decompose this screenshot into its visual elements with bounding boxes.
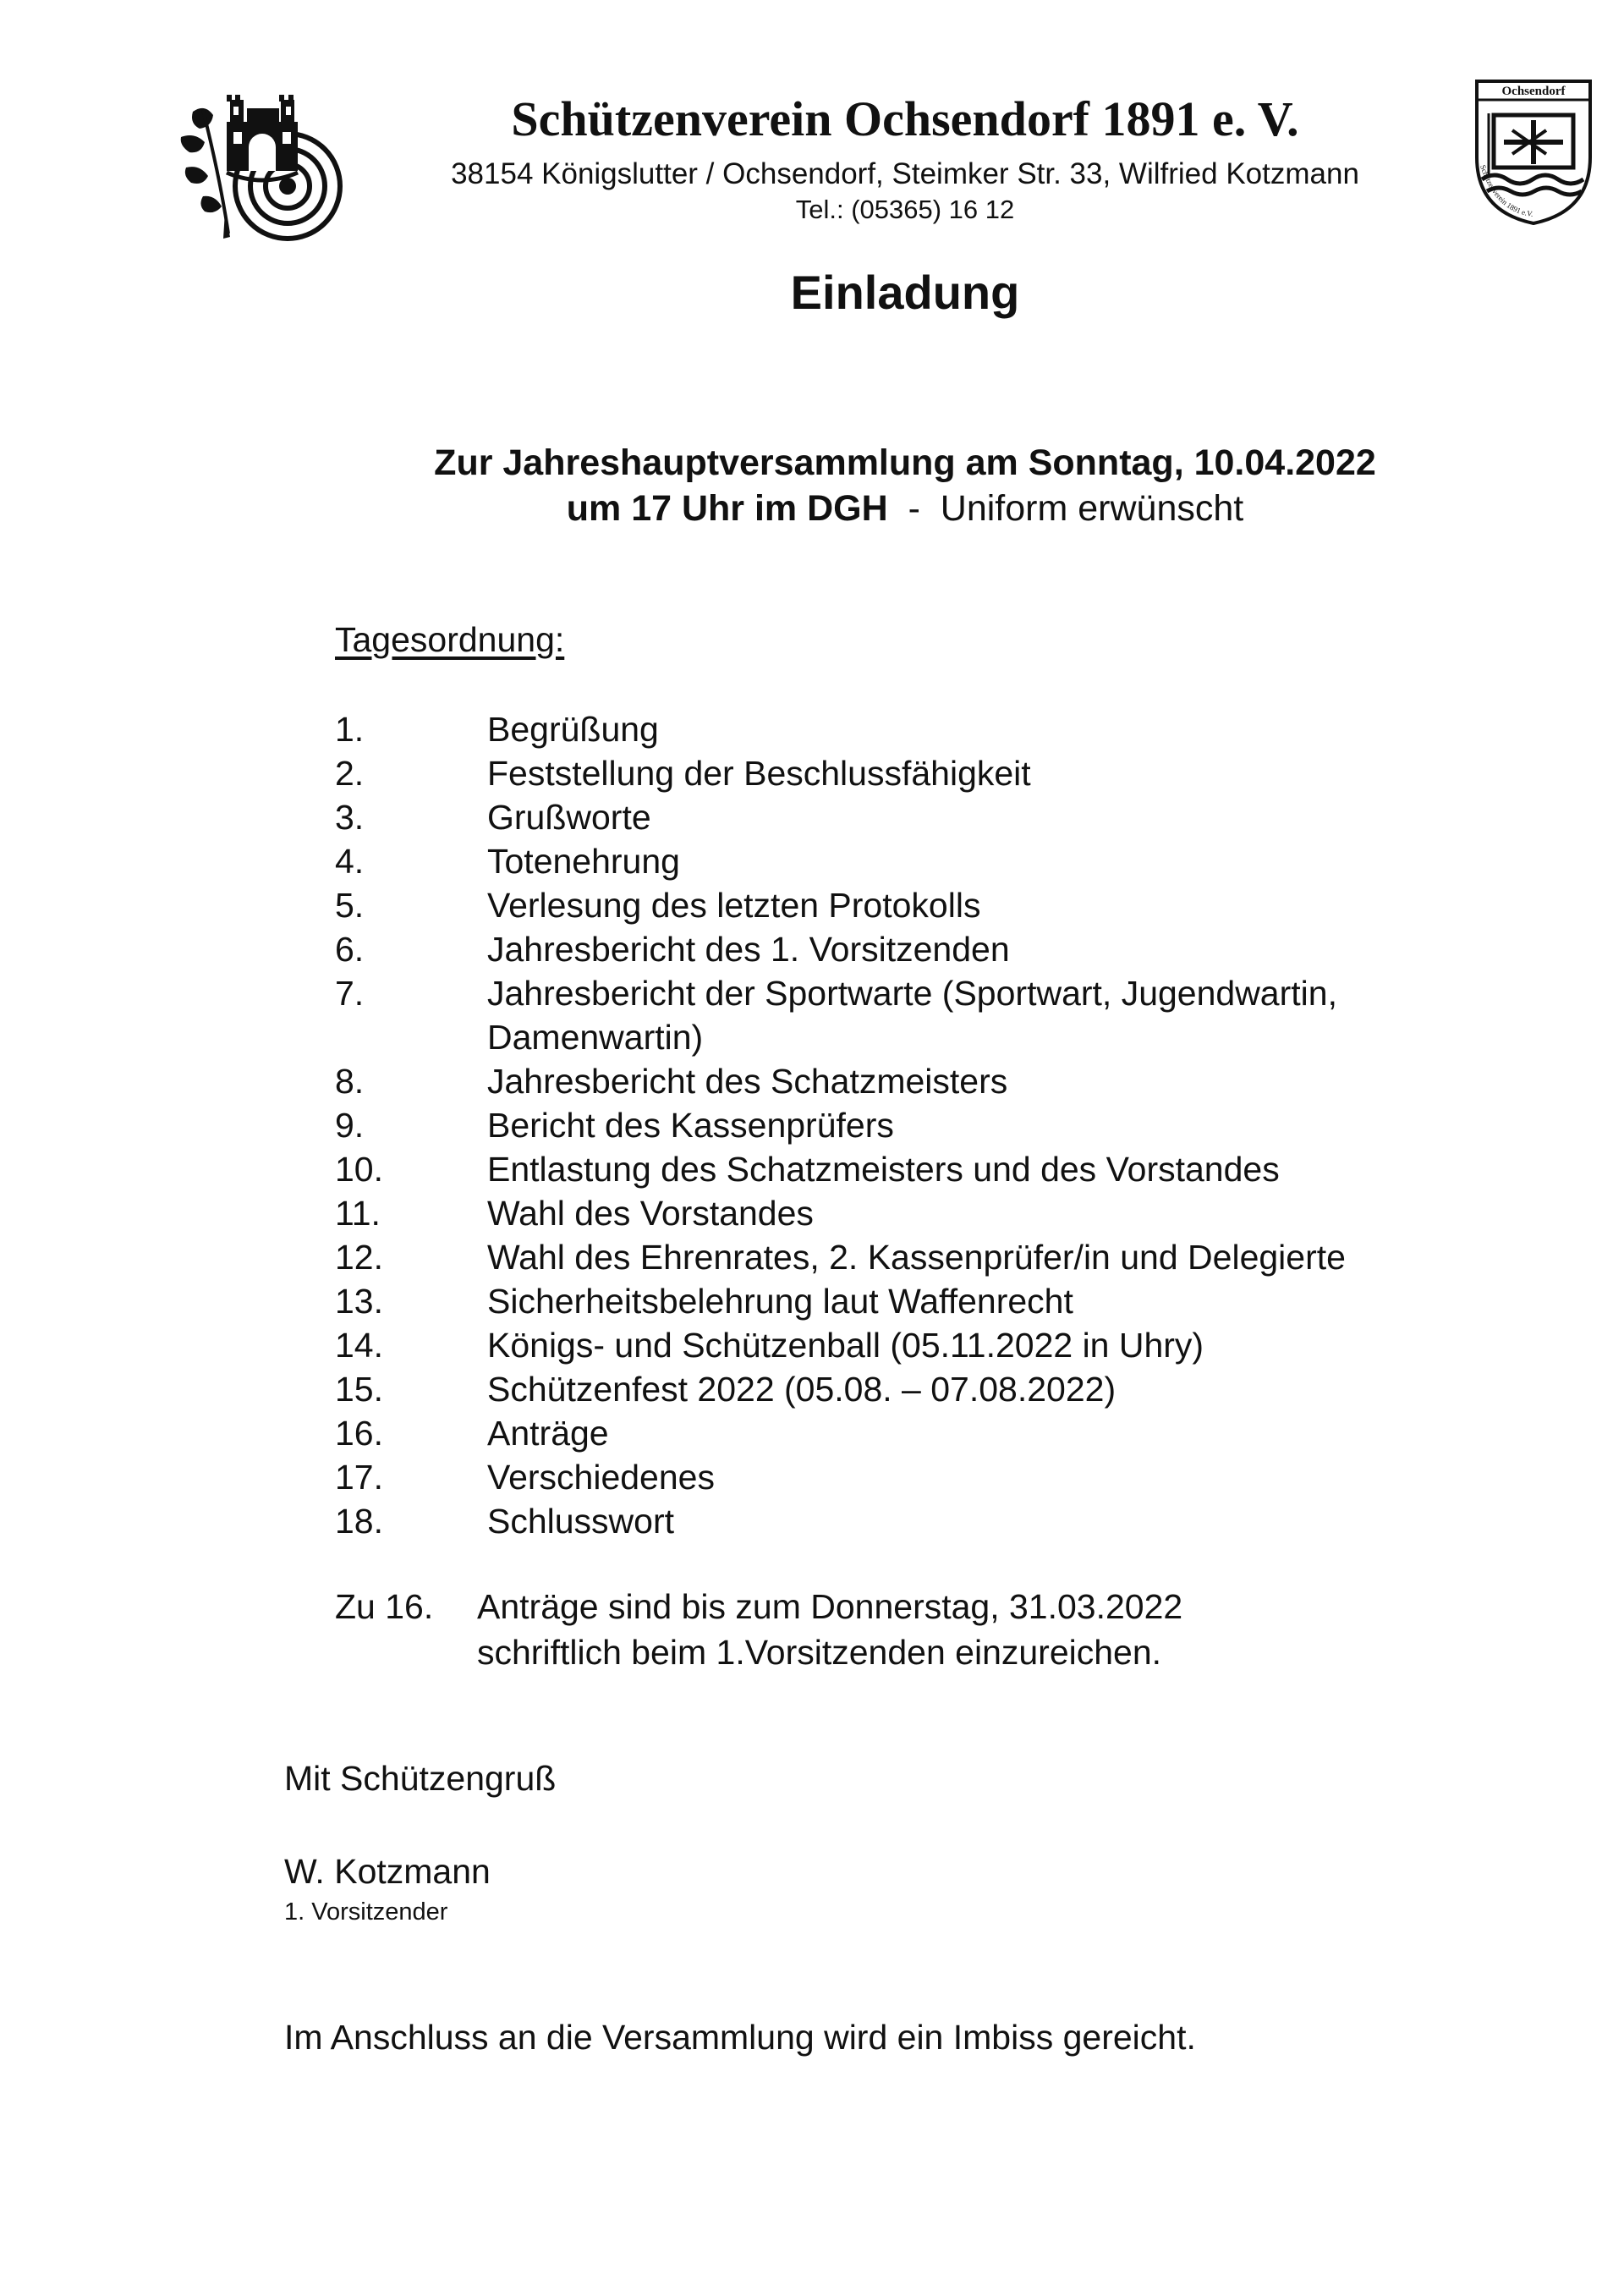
agenda-item-number: 7. (335, 974, 365, 1013)
agenda-item-number: 10. (335, 1150, 383, 1189)
closing-greeting: Mit Schützengruß (284, 1759, 557, 1798)
agenda-item (335, 707, 1561, 751)
note-line-2: schriftlich beim 1.Vorsitzenden einzureichen. (477, 1633, 1162, 1672)
agenda-item (335, 927, 1561, 971)
agenda-item-number: 3. (335, 798, 365, 837)
agenda-item-text: Grußworte (487, 798, 651, 837)
motion-deadline-note (335, 1584, 1435, 1675)
agenda-item-text: Sicherheitsbelehrung laut Waffenrecht (487, 1282, 1073, 1321)
agenda-item (335, 971, 1561, 1059)
agenda-item (335, 1147, 1561, 1191)
svg-text:Schützenverein 1891 e.V.: Schützenverein 1891 e.V. (1479, 163, 1534, 218)
agenda-item-number: 6. (335, 930, 365, 969)
agenda-item (335, 1235, 1561, 1279)
meeting-date-line: Zur Jahreshauptversammlung am Sonntag, 10.04.2022 (434, 442, 1376, 483)
agenda-list (335, 707, 1561, 1543)
meeting-time-line (321, 488, 1489, 529)
agenda-item-number: 17. (335, 1458, 383, 1497)
agenda-item-text: Feststellung der Beschlussfähigkeit (487, 754, 1031, 793)
meeting-dress-code: - Uniform erwünscht (887, 488, 1244, 529)
club-address: 38154 Königslutter / Ochsendorf, Steimker Str. 33, Wilfried Kotzmann (451, 157, 1359, 190)
agenda-item-text: Schützenfest 2022 (05.08. – 07.08.2022) (487, 1370, 1116, 1409)
agenda-item (335, 795, 1561, 839)
club-phone: Tel.: (05365) 16 12 (795, 195, 1015, 224)
agenda-item (335, 1455, 1561, 1499)
agenda-item-number: 11. (335, 1194, 381, 1233)
club-name: Schützenverein Ochsendorf 1891 e. V. (511, 91, 1299, 146)
agenda-item-text: Wahl des Vorstandes (487, 1194, 814, 1233)
agenda-item-text: Anträge (487, 1414, 609, 1453)
agenda-item-text: Totenehrung (487, 842, 680, 881)
agenda-item (335, 1279, 1561, 1323)
agenda-item-text: Begrüßung (487, 710, 659, 749)
agenda-item (335, 1411, 1561, 1455)
agenda-heading: Tagesordnung: (335, 620, 565, 659)
agenda-item-number: 16. (335, 1414, 383, 1453)
meeting-time-place: um 17 Uhr im DGH (566, 488, 888, 529)
agenda-item-text: Bericht des Kassenprüfers (487, 1106, 894, 1145)
agenda-item-text: Verschiedenes (487, 1458, 715, 1497)
agenda-item-number: 18. (335, 1502, 383, 1541)
agenda-item-text: Jahresbericht der Sportwarte (Sportwart, Jugendwartin, Damenwartin) (487, 974, 1337, 1057)
agenda-item-number: 4. (335, 842, 365, 881)
note-text (477, 1584, 1182, 1675)
snack-note: Im Anschluss an die Versammlung wird ein Imbiss gereicht. (284, 2018, 1196, 2057)
agenda-item-number: 12. (335, 1238, 383, 1277)
agenda-item-text: Jahresbericht des 1. Vorsitzenden (487, 930, 1010, 969)
agenda-item-text: Schlusswort (487, 1502, 675, 1541)
agenda-item-number: 2. (335, 754, 365, 793)
agenda-item-text: Wahl des Ehrenrates, 2. Kassenprüfer/in und Delegierte (487, 1238, 1346, 1277)
agenda-item (335, 839, 1561, 883)
agenda-item (335, 1191, 1561, 1235)
signatory-name: W. Kotzmann (284, 1852, 491, 1891)
agenda-item-number: 14. (335, 1326, 383, 1365)
agenda-item-number: 15. (335, 1370, 383, 1409)
club-emblem-left (178, 85, 355, 245)
signatory-role: 1. Vorsitzender (284, 1898, 448, 1926)
agenda-item-text: Königs- und Schützenball (05.11.2022 in Uhry) (487, 1326, 1204, 1365)
agenda-item-number: 13. (335, 1282, 383, 1321)
agenda-item (335, 1367, 1561, 1411)
document-title: Einladung (790, 266, 1020, 319)
note-label: Zu 16. (335, 1587, 434, 1626)
agenda-item-text: Entlastung des Schatzmeisters und des Vorstandes (487, 1150, 1280, 1189)
agenda-item-text: Jahresbericht des Schatzmeisters (487, 1062, 1008, 1101)
agenda-item (335, 883, 1561, 927)
agenda-item-number: 9. (335, 1106, 365, 1145)
agenda-item-number: 5. (335, 886, 365, 925)
agenda-item (335, 1059, 1561, 1103)
agenda-item-number: 8. (335, 1062, 365, 1101)
agenda-item (335, 751, 1561, 795)
agenda-item-number: 1. (335, 710, 365, 749)
club-emblem-right (1470, 76, 1597, 227)
note-line-1: Anträge sind bis zum Donnerstag, 31.03.2022 (477, 1587, 1183, 1626)
agenda-item (335, 1323, 1561, 1367)
agenda-item-text: Verlesung des letzten Protokolls (487, 886, 981, 925)
svg-text:Ochsendorf: Ochsendorf (1501, 85, 1566, 98)
agenda-item (335, 1103, 1561, 1147)
agenda-item (335, 1499, 1561, 1543)
